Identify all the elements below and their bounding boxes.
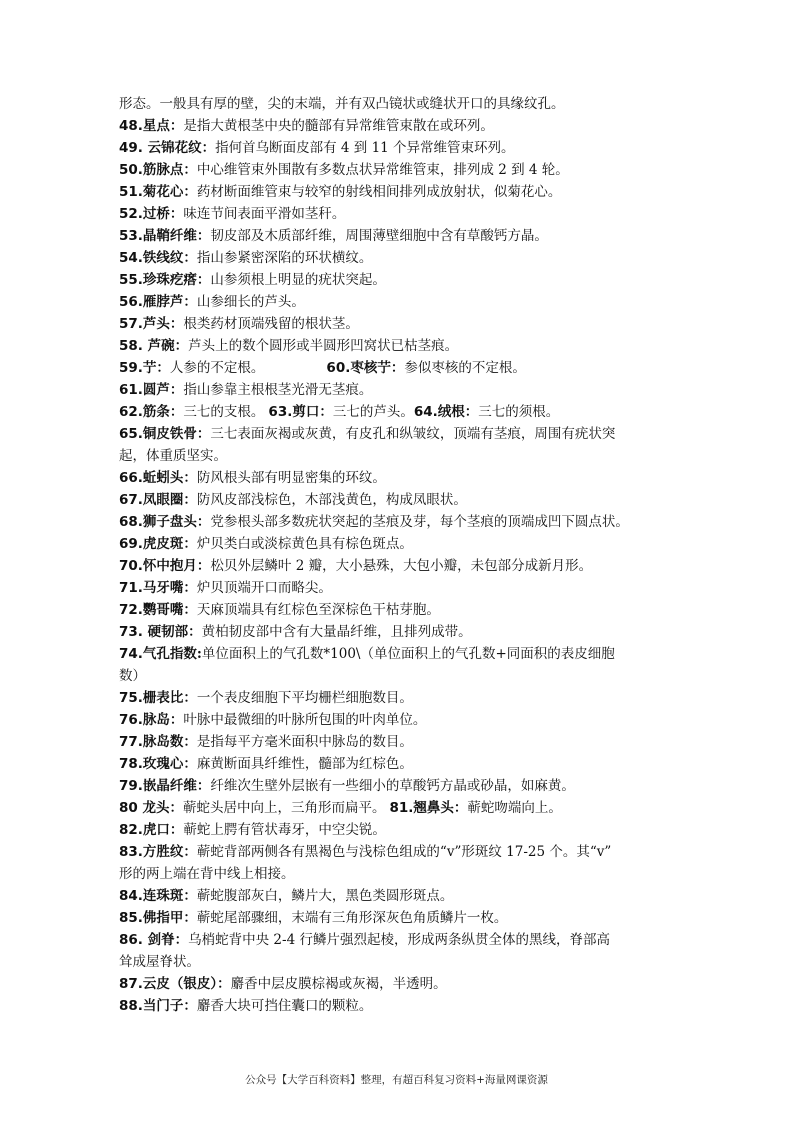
entry-term: 虎口：	[142, 822, 184, 838]
entry-term: 晶鞘纤维：	[142, 228, 211, 244]
glossary-line	[119, 225, 689, 247]
glossary-line	[119, 159, 689, 181]
entry-number: 73.	[119, 624, 143, 640]
entry-definition: 麻黄断面具纤维性，髓部为红棕色。	[196, 756, 413, 772]
entry-definition: 麝香大块可挡住囊口的颗粒。	[196, 998, 373, 1014]
entry-definition: 三七的芦头。	[332, 404, 414, 420]
entry-definition: 形的两上端在背中线上相接。	[119, 866, 295, 882]
entry-term: 脉岛数：	[142, 734, 197, 750]
entry-term: 怀中抱月：	[142, 558, 211, 574]
entry-definition: 乌梢蛇背中央 2-4 行鳞片强烈起棱，形成两条纵贯全体的黑线，脊部高	[188, 932, 610, 948]
glossary-line	[119, 621, 689, 643]
entry-term: 方胜纹：	[142, 844, 197, 860]
entry-term: 马牙嘴：	[142, 580, 197, 596]
entry-number: 80	[119, 800, 143, 816]
entry-term: 凤眼圈：	[142, 492, 197, 508]
entry-number: 64.	[413, 404, 438, 420]
entry-definition: 指山参靠主根根茎光滑无茎痕。	[183, 382, 373, 398]
entry-term: 蚯蚓头：	[142, 470, 197, 486]
entry-term: 鹦哥嘴：	[142, 602, 197, 618]
entry-number: 57.	[119, 316, 143, 332]
entry-definition: 人参的不定根。	[169, 360, 265, 376]
entry-number: 75.	[119, 690, 143, 706]
glossary-line	[119, 269, 689, 291]
entry-definition: 山参细长的芦头。	[196, 294, 305, 310]
entry-definition: 蕲蛇背部两侧各有黑褐色与浅棕色组成的“v”形斑纹 17-25 个。其“v”	[196, 844, 612, 860]
entry-term: 龙头：	[142, 800, 183, 816]
glossary-line	[119, 489, 689, 511]
glossary-content	[119, 93, 689, 1017]
entry-definition: 炉贝顶端开口而略尖。	[196, 580, 332, 596]
entry-definition: 防风根头部有明显密集的环纹。	[196, 470, 386, 486]
glossary-line	[119, 467, 689, 489]
entry-number: 86.	[119, 932, 143, 948]
glossary-line	[119, 665, 689, 687]
entry-definition: 数）	[119, 668, 146, 684]
entry-number: 81.	[389, 800, 414, 816]
entry-number: 70.	[119, 558, 143, 574]
glossary-line	[119, 511, 689, 533]
entry-term: 云皮（银皮）：	[142, 976, 231, 992]
entry-number: 71.	[119, 580, 143, 596]
entry-definition: 形态。一般具有厚的壁，尖的末端，并有双凸镜状或缝状开口的具缘纹孔。	[119, 96, 565, 112]
glossary-line	[119, 357, 689, 379]
entry-definition: 三七表面灰褐或灰黄，有皮孔和纵皱纹，顶端有茎痕，周围有疣状突	[210, 426, 616, 442]
entry-term: 栅表比：	[142, 690, 197, 706]
entry-definition: 天麻顶端具有红棕色至深棕色干枯芽胞。	[196, 602, 440, 618]
glossary-line	[119, 93, 689, 115]
entry-definition: 一个表皮细胞下平均栅栏细胞数目。	[196, 690, 413, 706]
entry-number: 49.	[119, 140, 143, 156]
glossary-line	[119, 379, 689, 401]
entry-definition: 芦头上的数个圆形或半圆形凹窝状已枯茎痕。	[188, 338, 459, 354]
entry-number: 63.	[268, 404, 293, 420]
glossary-line	[119, 401, 689, 423]
glossary-line	[119, 863, 689, 885]
glossary-line	[119, 687, 689, 709]
glossary-line	[119, 599, 689, 621]
glossary-line	[119, 753, 689, 775]
entry-term: 嵌晶纤维：	[142, 778, 211, 794]
glossary-line	[119, 929, 689, 951]
entry-number: 55.	[119, 272, 143, 288]
glossary-line	[119, 115, 689, 137]
entry-number: 66.	[119, 470, 143, 486]
entry-definition: 参似枣核的不定根。	[404, 360, 526, 376]
entry-term: 硬韧部：	[142, 624, 202, 640]
entry-definition: 叶脉中最微细的叶脉所包围的叶肉单位。	[183, 712, 427, 728]
entry-term: 虎皮斑：	[142, 536, 197, 552]
entry-number: 83.	[119, 844, 143, 860]
entry-number: 58.	[119, 338, 143, 354]
entry-term: 芦碗：	[142, 338, 189, 354]
entry-number: 53.	[119, 228, 143, 244]
glossary-line	[119, 951, 689, 973]
glossary-line	[119, 841, 689, 863]
glossary-line	[119, 555, 689, 577]
glossary-line	[119, 533, 689, 555]
entry-number: 61.	[119, 382, 143, 398]
entry-term: 筋脉点：	[142, 162, 197, 178]
entry-term: 珍珠疙瘩：	[142, 272, 211, 288]
glossary-line	[119, 313, 689, 335]
entry-term: 狮子盘头：	[142, 514, 211, 530]
entry-number: 50.	[119, 162, 143, 178]
entry-definition: 蕲蛇上腭有管状毒牙，中空尖锐。	[183, 822, 386, 838]
glossary-line	[119, 643, 689, 665]
entry-definition: 是指每平方毫米面积中脉岛的数目。	[196, 734, 413, 750]
entry-number: 78.	[119, 756, 143, 772]
entry-number: 85.	[119, 910, 143, 926]
entry-number: 62.	[119, 404, 143, 420]
entry-number: 56.	[119, 294, 143, 310]
entry-term: 绒根：	[437, 404, 479, 420]
glossary-line	[119, 203, 689, 225]
entry-definition: 韧皮部及木质部纤维，周围薄壁细胞中含有草酸钙方晶。	[210, 228, 548, 244]
glossary-line	[119, 291, 689, 313]
entry-term: 铜皮铁骨：	[142, 426, 211, 442]
page-footer: 公众号【大学百科资料】整理，有超百科复习资料+海量网课资源	[245, 1074, 548, 1086]
entry-term: 云锦花纹：	[142, 140, 216, 156]
entry-definition: 三七的须根。	[478, 404, 560, 420]
entry-definition: 蕲蛇尾部骤细，末端有三角形深灰色角质鳞片一枚。	[196, 910, 508, 926]
entry-definition: 麝香中层皮膜棕褐或灰褐，半透明。	[230, 976, 447, 992]
entry-term: 菊花心：	[142, 184, 197, 200]
entry-definition: 根类药材顶端残留的根状茎。	[183, 316, 359, 332]
entry-definition: 纤维次生壁外层嵌有一些细小的草酸钙方晶或砂晶，如麻黄。	[210, 778, 575, 794]
entry-term: 翘鼻头：	[413, 800, 468, 816]
entry-definition: 中心维管束外围散有多数点状异常维管束，排列成 2 到 4 轮。	[196, 162, 569, 178]
entry-number: 51.	[119, 184, 143, 200]
entry-definition: 指山参紧密深陷的环状横纹。	[196, 250, 373, 266]
entry-definition: 黄柏韧皮部中含有大量晶纤维，且排列成带。	[201, 624, 472, 640]
entry-number: 72.	[119, 602, 143, 618]
entry-term: 圆芦：	[142, 382, 184, 398]
entry-term: 剪口：	[292, 404, 333, 420]
entry-number: 79.	[119, 778, 143, 794]
glossary-line	[119, 423, 689, 445]
entry-definition: 松贝外层鳞叶 2 瓣，大小悬殊，大包小瓣，未包部分成新月形。	[210, 558, 593, 574]
glossary-line	[119, 907, 689, 929]
entry-number: 65.	[119, 426, 143, 442]
entry-definition: 指何首乌断面皮部有 4 到 11 个异常维管束环列。	[215, 140, 515, 156]
glossary-line	[119, 335, 689, 357]
entry-term: 枣核艼：	[350, 360, 405, 376]
glossary-line	[119, 885, 689, 907]
glossary-line	[119, 247, 689, 269]
entry-definition: 蕲蛇腹部灰白，鳞片大，黑色类圆形斑点。	[196, 888, 454, 904]
glossary-line	[119, 577, 689, 599]
entry-term: 剑脊：	[142, 932, 189, 948]
entry-term: 芦头：	[142, 316, 184, 332]
entry-number: 84.	[119, 888, 143, 904]
glossary-line	[119, 137, 689, 159]
entry-definition: 味连节间表面平滑如茎秆。	[183, 206, 346, 222]
glossary-line	[119, 709, 689, 731]
entry-number: 67.	[119, 492, 143, 508]
entry-number: 74.	[119, 646, 143, 662]
entry-term: 当门子：	[142, 998, 197, 1014]
entry-definition: 蕲蛇头居中向上，三角形而扁平。	[183, 800, 386, 816]
entry-number: 59.	[119, 360, 143, 376]
glossary-line	[119, 819, 689, 841]
entry-number: 69.	[119, 536, 143, 552]
entry-term: 星点：	[142, 118, 184, 134]
entry-number: 48.	[119, 118, 143, 134]
glossary-line	[119, 775, 689, 797]
glossary-line	[119, 995, 689, 1017]
glossary-line	[119, 731, 689, 753]
entry-definition: 炉贝类白或淡棕黄色具有棕色斑点。	[196, 536, 413, 552]
entry-definition: 药材断面维管束与较窄的射线相间排列成放射状，似菊花心。	[196, 184, 562, 200]
entry-definition: 耸成屋脊状。	[119, 954, 200, 970]
entry-term: 玫瑰心：	[142, 756, 197, 772]
entry-definition: 山参须根上明显的疣状突起。	[210, 272, 386, 288]
entry-term: 雁脖芦：	[142, 294, 197, 310]
entry-number: 54.	[119, 250, 143, 266]
entry-term: 脉岛：	[142, 712, 184, 728]
glossary-line	[119, 181, 689, 203]
entry-number: 76.	[119, 712, 143, 728]
entry-definition: 三七的支根。	[183, 404, 265, 420]
glossary-line	[119, 797, 689, 819]
entry-definition: 防风皮部浅棕色，木部浅黄色，构成凤眼状。	[196, 492, 467, 508]
entry-definition: 起，体重质坚实。	[119, 448, 227, 464]
entry-number: 68.	[119, 514, 143, 530]
entry-definition: 是指大黄根茎中央的髓部有异常维管束散在或环列。	[183, 118, 494, 134]
entry-term: 过桥：	[142, 206, 184, 222]
entry-number: 88.	[119, 998, 143, 1014]
entry-term: 筋条：	[142, 404, 184, 420]
entry-term: 连珠斑：	[142, 888, 197, 904]
entry-term: 气孔指数:	[142, 646, 202, 662]
entry-number: 77.	[119, 734, 143, 750]
entry-number: 82.	[119, 822, 143, 838]
entry-number: 87.	[119, 976, 143, 992]
entry-definition: 党参根头部多数疣状突起的茎痕及芽，每个茎痕的顶端成凹下圆点状。	[210, 514, 629, 530]
entry-definition: 单位面积上的气孔数*100\（单位面积上的气孔数+同面积的表皮细胞	[201, 646, 615, 662]
entry-definition: 蕲蛇吻端向上。	[467, 800, 562, 816]
entry-term: 铁线纹：	[142, 250, 197, 266]
entry-term: 佛指甲：	[142, 910, 197, 926]
glossary-line	[119, 973, 689, 995]
glossary-line	[119, 445, 689, 467]
entry-term: 艼：	[142, 360, 170, 376]
entry-number: 52.	[119, 206, 143, 222]
entry-number: 60.	[326, 360, 351, 376]
